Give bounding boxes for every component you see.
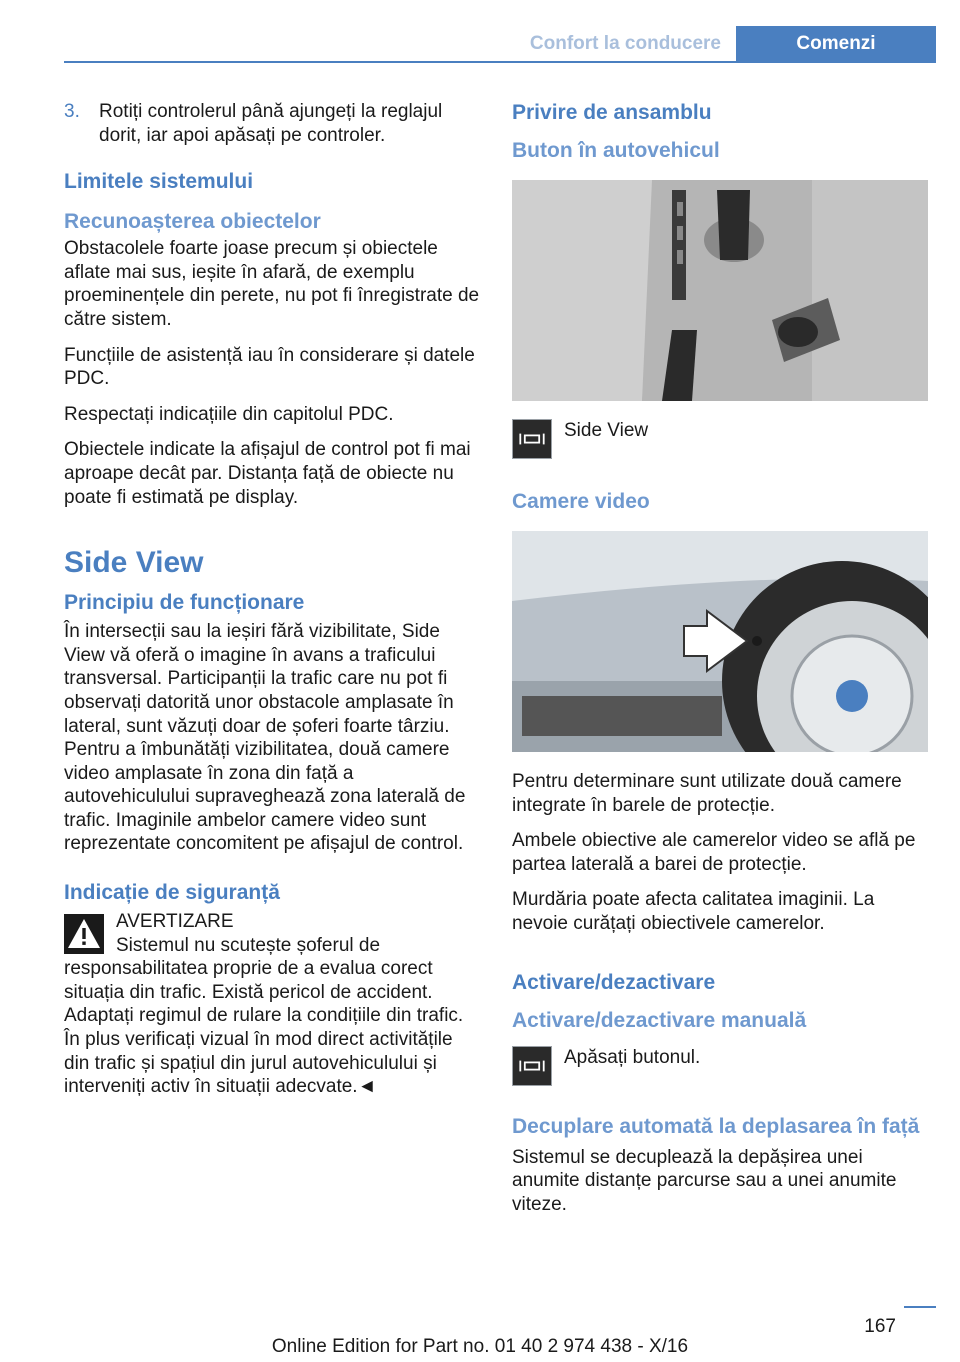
button-heading: Buton în autovehicul: [512, 139, 720, 162]
numbered-step: [64, 100, 480, 147]
front-bumper-camera-photo: [512, 531, 928, 752]
warning-text: Sistemul nu scutește șoferul de responsabilitatea proprie de a evalua corect situația din trafic. Există pericol de accident. Adaptați regimul de rulare la condițiile din trafic. În plus verificați vizual în mod direct activitățile din trafic și spațiul din jurul autovehiculului și interveniți activ în situații adecvate.◄: [64, 934, 464, 1098]
button-caption: Side View: [564, 420, 649, 441]
side-view-title: Side View: [64, 546, 204, 580]
step-number: 3.: [64, 101, 80, 122]
warning-triangle-icon: [64, 914, 104, 954]
recognition-paragraph: Obiectele indicate la afișajul de control pot fi mai aproape decât par. Distanța față de obiecte nu poate fi estimată pe display.: [64, 439, 471, 508]
interior-console-photo: [512, 180, 928, 401]
manual-heading: Activare/dezactivare manuală: [512, 1008, 807, 1032]
side-view-button-icon: [512, 1046, 552, 1086]
cameras-paragraph: Murdăria poate afecta calitatea imaginii. La nevoie curățați obiectivele camerelor.: [512, 889, 875, 934]
step-text: Rotiți controlerul până ajungeți la reglajul dorit, iar apoi apăsați pe controler.: [99, 101, 443, 146]
manual-instruction-row: [512, 1046, 928, 1086]
right-column: [512, 100, 928, 1228]
cameras-paragraph: Pentru determinare sunt utilizate două camere integrate în barele de protecție.: [512, 771, 902, 816]
limits-heading: Limitele sistemului: [64, 170, 254, 194]
warning-label: AVERTIZARE: [116, 911, 234, 933]
overview-heading: Privire de ansamblu: [512, 101, 712, 124]
button-caption-row: [512, 419, 928, 459]
recognition-paragraph: Respectați indicațiile din capitolul PDC.: [64, 403, 394, 425]
safety-heading: Indicație de siguranță: [64, 881, 280, 905]
edition-footer: Online Edition for Part no. 01 40 2 974 438 - X/16: [271, 1336, 689, 1357]
warning-block: [64, 910, 480, 1099]
header-rule: [64, 61, 936, 63]
footer-rule: [904, 1306, 936, 1308]
auto-deactivation-paragraph: Sistemul se decuplează la depășirea unei anumite distanțe parcurse sau a unei anumite viteze.: [512, 1146, 897, 1215]
header-chapter-tab: Comenzi: [736, 26, 936, 61]
left-column: [64, 100, 480, 1099]
principle-paragraph: În intersecții sau la ieșiri fără vizibilitate, Side View vă oferă o imagine în avans a traficului transversal. Participanții la trafic care nu pot fi observați datorită unor obstacole amplasate în lateral, sunt văzuți doar de șoferi foarte târziu. Pentru a îmbunătăți vizibilitatea, două camere video amplasate în zona din față a autovehiculului supraveghează zona laterală de trafic. Imaginile ambelor camere video sunt reprezentate concomitent pe afișajul de control.: [64, 621, 466, 855]
cameras-paragraph: Ambele obiective ale camerelor video se află pe partea laterală a barei de protecție.: [512, 830, 916, 875]
recognition-paragraph: Funcțiile de asistență iau în considerare și datele PDC.: [64, 344, 475, 390]
manual-instruction: Apăsați butonul.: [564, 1046, 701, 1068]
principle-heading: Principiu de funcționare: [64, 591, 305, 615]
side-view-button-icon: [512, 419, 552, 459]
cameras-heading: Camere video: [512, 490, 650, 513]
recognition-paragraph: Obstacolele foarte joase precum și obiectele aflate mai sus, ieșite în afară, de exemplu proeminențele din perete, nu pot fi înregistrate de către sistem.: [64, 238, 480, 330]
activation-heading: Activare/dezactivare: [512, 970, 716, 994]
recognition-heading: Recunoașterea obiectelor: [64, 210, 321, 234]
auto-deactivation-heading: Decuplare automată la deplasarea în față: [512, 1114, 920, 1138]
header-section-label: Confort la conducere: [529, 33, 721, 54]
page-number: 167: [864, 1316, 896, 1337]
